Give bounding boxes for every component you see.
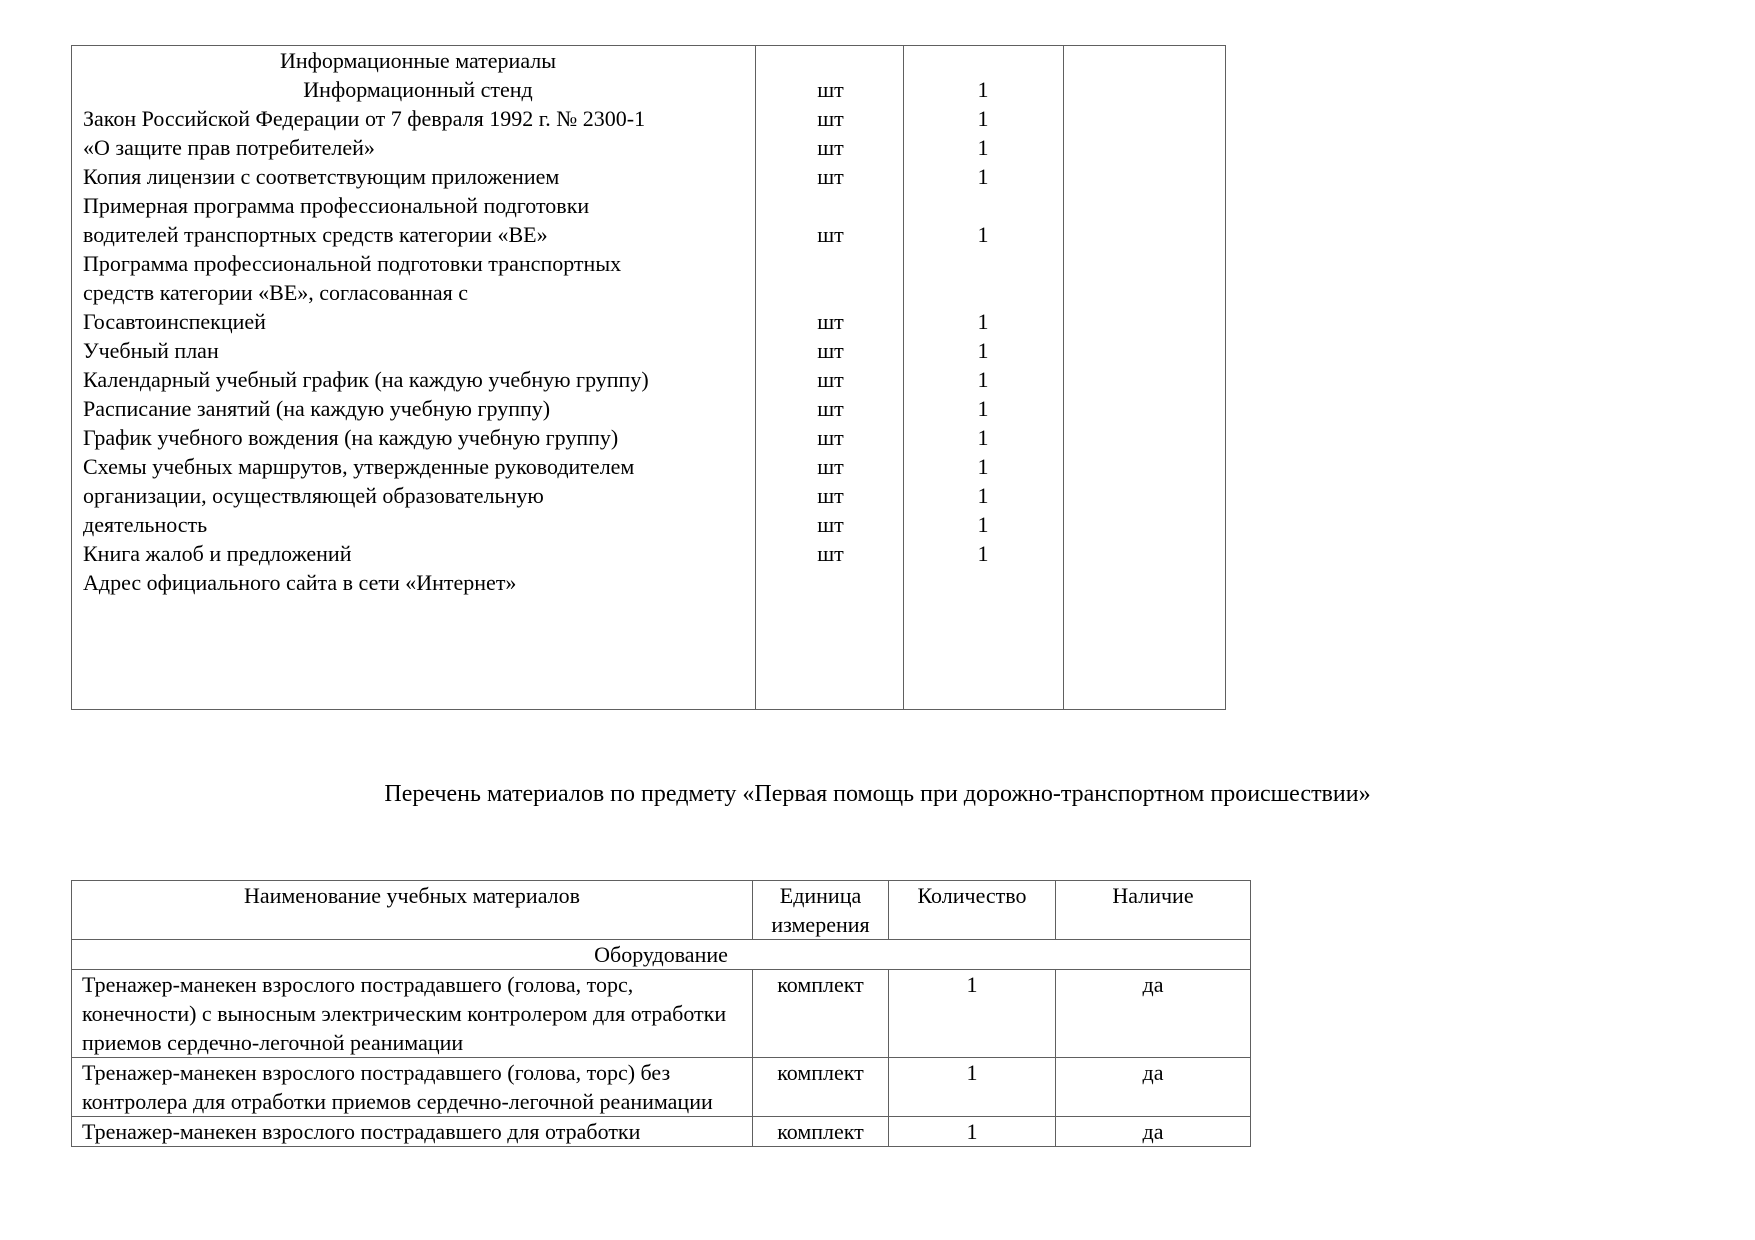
unit-column bbox=[758, 46, 903, 597]
item-quantity: 1 bbox=[977, 309, 989, 334]
item-unit: шт bbox=[817, 367, 844, 392]
section-label: Оборудование bbox=[72, 940, 1251, 970]
item-name: Учебный план bbox=[83, 338, 219, 363]
table-row bbox=[72, 1117, 1251, 1147]
item-name: Книга жалоб и предложений bbox=[83, 541, 352, 566]
item-name: Информационные материалы bbox=[279, 48, 557, 73]
item-quantity: 1 bbox=[889, 970, 1056, 1058]
item-quantity bbox=[903, 568, 1063, 597]
item-unit bbox=[758, 46, 903, 75]
item-name: «О защите прав потребителей» bbox=[83, 135, 375, 160]
item-quantity: 1 bbox=[977, 164, 989, 189]
item-unit: шт bbox=[817, 454, 844, 479]
item-quantity bbox=[903, 278, 1063, 307]
name-column bbox=[83, 46, 753, 597]
item-unit: шт bbox=[817, 135, 844, 160]
information-materials-table bbox=[71, 45, 1226, 710]
item-quantity: 1 bbox=[977, 338, 989, 363]
item-unit: шт bbox=[817, 309, 844, 334]
item-unit bbox=[758, 568, 903, 597]
column-divider bbox=[755, 46, 756, 709]
item-quantity: 1 bbox=[977, 454, 989, 479]
first-aid-materials-table bbox=[71, 880, 1251, 1147]
item-name: Расписание занятий (на каждую учебную группу) bbox=[83, 396, 551, 421]
section-heading: Перечень материалов по предмету «Первая помощь при дорожно-транспортном происшествии» bbox=[384, 781, 1371, 807]
item-unit: шт bbox=[817, 396, 844, 421]
item-quantity: 1 bbox=[977, 541, 989, 566]
item-unit: шт bbox=[817, 512, 844, 537]
item-availability: да bbox=[1056, 1058, 1251, 1117]
item-unit: шт bbox=[817, 425, 844, 450]
item-name: График учебного вождения (на каждую учебную группу) bbox=[83, 425, 619, 450]
item-unit bbox=[758, 278, 903, 307]
item-name: Адрес официального сайта в сети «Интернет» bbox=[83, 570, 517, 595]
item-name: Схемы учебных маршрутов, утвержденные руководителем bbox=[83, 454, 635, 479]
item-quantity: 1 bbox=[889, 1117, 1056, 1147]
item-name: Госавтоинспекцией bbox=[83, 309, 266, 334]
item-unit: шт bbox=[817, 541, 844, 566]
item-unit: шт bbox=[817, 483, 844, 508]
item-unit: комплект bbox=[753, 970, 889, 1058]
item-name: Информационный стенд bbox=[303, 77, 533, 102]
item-quantity: 1 bbox=[977, 483, 989, 508]
column-divider bbox=[1063, 46, 1064, 709]
item-quantity: 1 bbox=[977, 396, 989, 421]
item-name: Примерная программа профессиональной подготовки bbox=[83, 193, 590, 218]
item-availability: да bbox=[1056, 970, 1251, 1058]
table-row bbox=[72, 970, 1251, 1058]
item-quantity: 1 bbox=[977, 512, 989, 537]
item-quantity: 1 bbox=[889, 1058, 1056, 1117]
item-unit bbox=[758, 191, 903, 220]
item-unit bbox=[758, 249, 903, 278]
item-unit: шт bbox=[817, 77, 844, 102]
section-row bbox=[72, 940, 1251, 970]
item-name: Копия лицензии с соответствующим приложением bbox=[83, 164, 560, 189]
table-row bbox=[72, 1058, 1251, 1117]
item-quantity: 1 bbox=[977, 367, 989, 392]
quantity-column bbox=[903, 46, 1063, 597]
header-name: Наименование учебных материалов bbox=[72, 881, 753, 940]
item-quantity bbox=[903, 249, 1063, 278]
item-unit: комплект bbox=[753, 1058, 889, 1117]
item-name: водителей транспортных средств категории «ВЕ» bbox=[83, 222, 548, 247]
item-quantity: 1 bbox=[977, 106, 989, 131]
item-quantity bbox=[903, 46, 1063, 75]
item-name: Закон Российской Федерации от 7 февраля 1992 г. № 2300-1 bbox=[83, 106, 646, 131]
item-name: Тренажер-манекен взрослого пострадавшего (голова, торс, конечности) с выносным электрическим контролером для отработки приемов сердечно-легочной реанимации bbox=[72, 970, 753, 1058]
item-name: Программа профессиональной подготовки транспортных bbox=[83, 251, 622, 276]
item-unit: шт bbox=[817, 164, 844, 189]
item-unit: шт bbox=[817, 222, 844, 247]
item-unit: комплект bbox=[753, 1117, 889, 1147]
item-name: Тренажер-манекен взрослого пострадавшего для отработки bbox=[72, 1117, 753, 1147]
item-availability: да bbox=[1056, 1117, 1251, 1147]
item-quantity: 1 bbox=[977, 222, 989, 247]
item-name: средств категории «ВЕ», согласованная с bbox=[83, 280, 468, 305]
item-unit: шт bbox=[817, 338, 844, 363]
item-name: организации, осуществляющей образовательную bbox=[83, 483, 544, 508]
header-availability: Наличие bbox=[1056, 881, 1251, 940]
item-quantity: 1 bbox=[977, 425, 989, 450]
item-name: Тренажер-манекен взрослого пострадавшего (голова, торс) без контролера для отработки приемов сердечно-легочной реанимации bbox=[72, 1058, 753, 1117]
item-name: деятельность bbox=[83, 512, 208, 537]
item-quantity: 1 bbox=[977, 135, 989, 160]
table-header-row bbox=[72, 881, 1251, 940]
header-quantity: Количество bbox=[889, 881, 1056, 940]
item-unit: шт bbox=[817, 106, 844, 131]
item-name: Календарный учебный график (на каждую учебную группу) bbox=[83, 367, 649, 392]
header-unit: Единица измерения bbox=[753, 881, 889, 940]
item-quantity: 1 bbox=[977, 77, 989, 102]
item-quantity bbox=[903, 191, 1063, 220]
